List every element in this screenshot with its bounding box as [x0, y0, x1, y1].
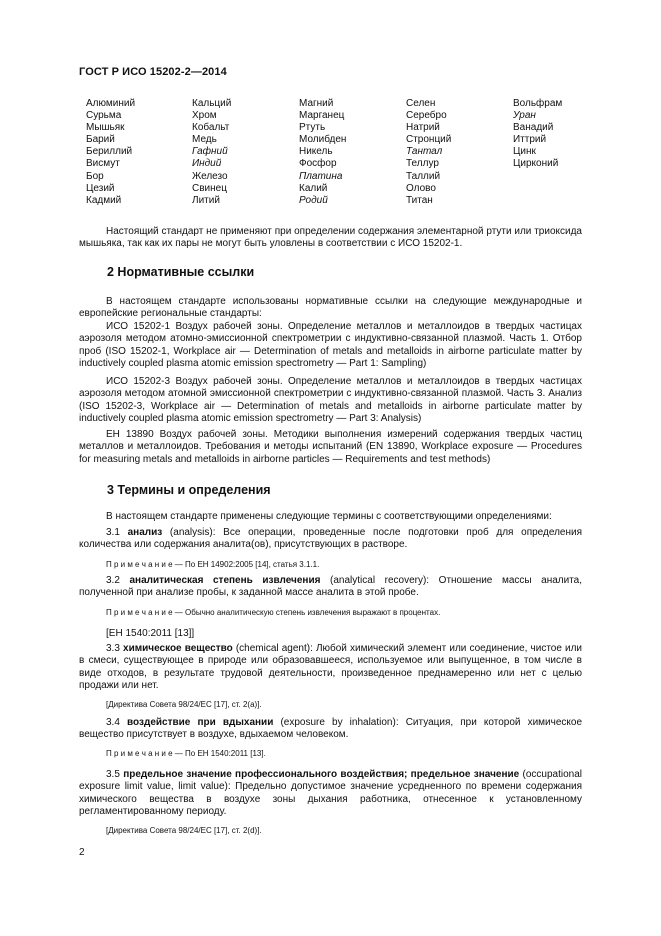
element-name: Кадмий	[86, 194, 122, 206]
term-3-4	[79, 717, 582, 742]
element-name: Уран	[513, 110, 536, 122]
element-name: Теллур	[406, 158, 439, 170]
element-name: Кобальт	[192, 122, 230, 134]
element-name: Кальций	[192, 98, 232, 109]
source-3-2: [ЕН 1540:2011 [13]]	[106, 628, 195, 639]
element-name: Ртуть	[299, 122, 326, 134]
element-name: Железо	[192, 170, 228, 182]
element-column-4	[406, 98, 451, 207]
term-definition: (exposure by inhalation): Ситуация, при которой химическое вещество присутствует в воздухе, вдыхаемом человеком.	[79, 717, 583, 741]
element-name: Алюминий	[86, 98, 136, 109]
element-name: Гафний	[192, 146, 228, 158]
source-3-5: [Директива Совета 98/24/ЕС [17], ст. 2(d)].	[106, 826, 262, 835]
element-list	[86, 98, 606, 210]
element-name: Цирконий	[513, 158, 559, 170]
scope-exclusion-paragraph: Настоящий стандарт не применяют при определении содержания элементарной ртути или триоксида мышьяка, так как их пары не могут быть уловлены в соответствии с ИСО 15202-1.	[79, 226, 582, 250]
element-name: Висмут	[86, 158, 120, 170]
element-column-5	[513, 98, 562, 171]
page-number: 2	[79, 847, 85, 858]
element-name: Никель	[299, 146, 333, 158]
section-2-heading: 2 Нормативные ссылки	[107, 265, 255, 279]
reference-en-13890: ЕН 13890 Воздух рабочей зоны. Методики выполнения измерений содержания твердых частиц металлов и металлоидов. Требования и методы испытаний (EN 13890, Workplace exposure — Procedures for measuring metals and metalloids in airborne particles — Requirements and test methods)	[79, 429, 582, 465]
note-3-1: П р и м е ч а н и е — По ЕН 14902:2005 [14], статья 3.1.1.	[106, 560, 320, 569]
element-name: Бериллий	[86, 146, 133, 158]
term-definition: (occupational exposure limit value, limit value): Предельно допустимое значение усредненного по времени содержания химического вещества в воздухе зоны дыхания работника, отнесенное к установленному регламентированному периоду.	[79, 769, 582, 817]
element-name: Свинец	[192, 182, 227, 194]
element-name: Иттрий	[513, 134, 547, 146]
term-3-1	[79, 527, 582, 552]
element-name: Бор	[86, 170, 104, 182]
term-number: 3.2	[106, 575, 120, 586]
reference-iso-15202-1: ИСО 15202-1 Воздух рабочей зоны. Определение металлов и металлоидов в твердых частицах аэрозоля методом атомно-эмиссионной спектрометрии с индуктивно-связанной плазмой. Часть 1. Отбор проб (ISO 15202-1, Workplace air — Determination of metals and metalloids in airborne particulate matter by inductively coupled plasma atomic emission spectrometry — Part 1: Sampling)	[79, 321, 582, 369]
document-header: ГОСТ Р ИСО 15202-2—2014	[79, 66, 227, 78]
term-3-2	[79, 575, 582, 600]
element-column-3	[299, 98, 346, 207]
element-name: Олово	[406, 182, 436, 194]
element-name: Мышьяк	[86, 122, 125, 134]
element-name: Фосфор	[299, 158, 337, 170]
element-name: Хром	[192, 110, 217, 122]
source-3-3: [Директива Совета 98/24/ЕС [17], ст. 2(а)].	[106, 700, 262, 709]
element-name: Таллий	[406, 170, 441, 182]
element-name: Стронций	[406, 134, 452, 146]
element-name: Цезий	[86, 182, 115, 194]
element-name: Цинк	[513, 146, 536, 158]
section-3-intro: В настоящем стандарте применены следующие термины с соответствующими определениями:	[106, 511, 552, 522]
term-name: воздействие при вдыхании	[127, 717, 274, 728]
element-name: Марганец	[299, 110, 345, 122]
element-name: Литий	[192, 194, 220, 206]
term-name: предельное значение профессионального воздействия; предельное значение	[123, 769, 520, 780]
element-name: Вольфрам	[513, 98, 563, 109]
term-3-3	[79, 643, 582, 692]
element-name: Титан	[406, 194, 433, 206]
element-name: Ванадий	[513, 122, 554, 134]
term-number: 3.3	[106, 643, 120, 654]
element-name: Магний	[299, 98, 334, 109]
element-name: Натрий	[406, 122, 440, 134]
element-name: Родий	[299, 194, 328, 206]
term-number: 3.4	[106, 717, 120, 728]
element-name: Калий	[299, 182, 328, 194]
term-definition: (chemical agent): Любой химический элемент или соединение, чистое или в смеси, существующее в природе или образовавшееся, используемое или выпущенное, в том числе в виде отходов, в результате трудовой деятельности, произведенное преднамеренно или нет с целью продажи или нет.	[79, 643, 583, 691]
element-name: Селен	[406, 98, 436, 109]
note-3-2: П р и м е ч а н и е — Обычно аналитическую степень извлечения выражают в процентах.	[106, 608, 441, 617]
reference-iso-15202-3: ИСО 15202-3 Воздух рабочей зоны. Определение металлов и металлоидов в твердых частицах аэрозоля методом атомной эмиссионной спектрометрии с индуктивно-связанной плазмой. Часть 3. Анализ (ISO 15202-3, Workplace air — Determination of metals and metalloids in airborne particulate matter by inductively coupled plasma atomic emission spectrometry — Part 3: Analysis)	[79, 376, 582, 424]
element-name: Медь	[192, 134, 217, 146]
element-name: Серебро	[406, 110, 447, 122]
element-column-1	[86, 98, 135, 207]
term-name: аналитическая степень извлечения	[129, 575, 321, 586]
term-name: анализ	[127, 527, 163, 538]
term-name: химическое вещество	[123, 643, 233, 654]
term-number: 3.5	[106, 769, 120, 780]
element-name: Платина	[299, 170, 343, 182]
term-number: 3.1	[106, 527, 120, 538]
section-2-intro: В настоящем стандарте использованы нормативные ссылки на следующие международные и европейские региональные стандарты:	[79, 296, 582, 320]
element-name: Барий	[86, 134, 115, 146]
element-column-2	[192, 98, 231, 207]
term-3-5	[79, 769, 582, 818]
element-name: Индий	[192, 158, 222, 170]
term-definition: (analytical recovery): Отношение массы аналита, полученной при анализе пробы, к заданной массе аналита в этой пробе.	[79, 575, 583, 599]
term-definition: (analysis): Все операции, проведенные после подготовки проб для определения количества или содержания аналита(ов), присутствующих в растворе.	[79, 527, 583, 551]
element-name: Тантал	[406, 146, 443, 158]
element-name: Сурьма	[86, 110, 122, 122]
section-3-heading: 3 Термины и определения	[107, 483, 271, 497]
element-name: Молибден	[299, 134, 347, 146]
note-3-4: П р и м е ч а н и е — По ЕН 1540:2011 [13].	[106, 749, 266, 758]
